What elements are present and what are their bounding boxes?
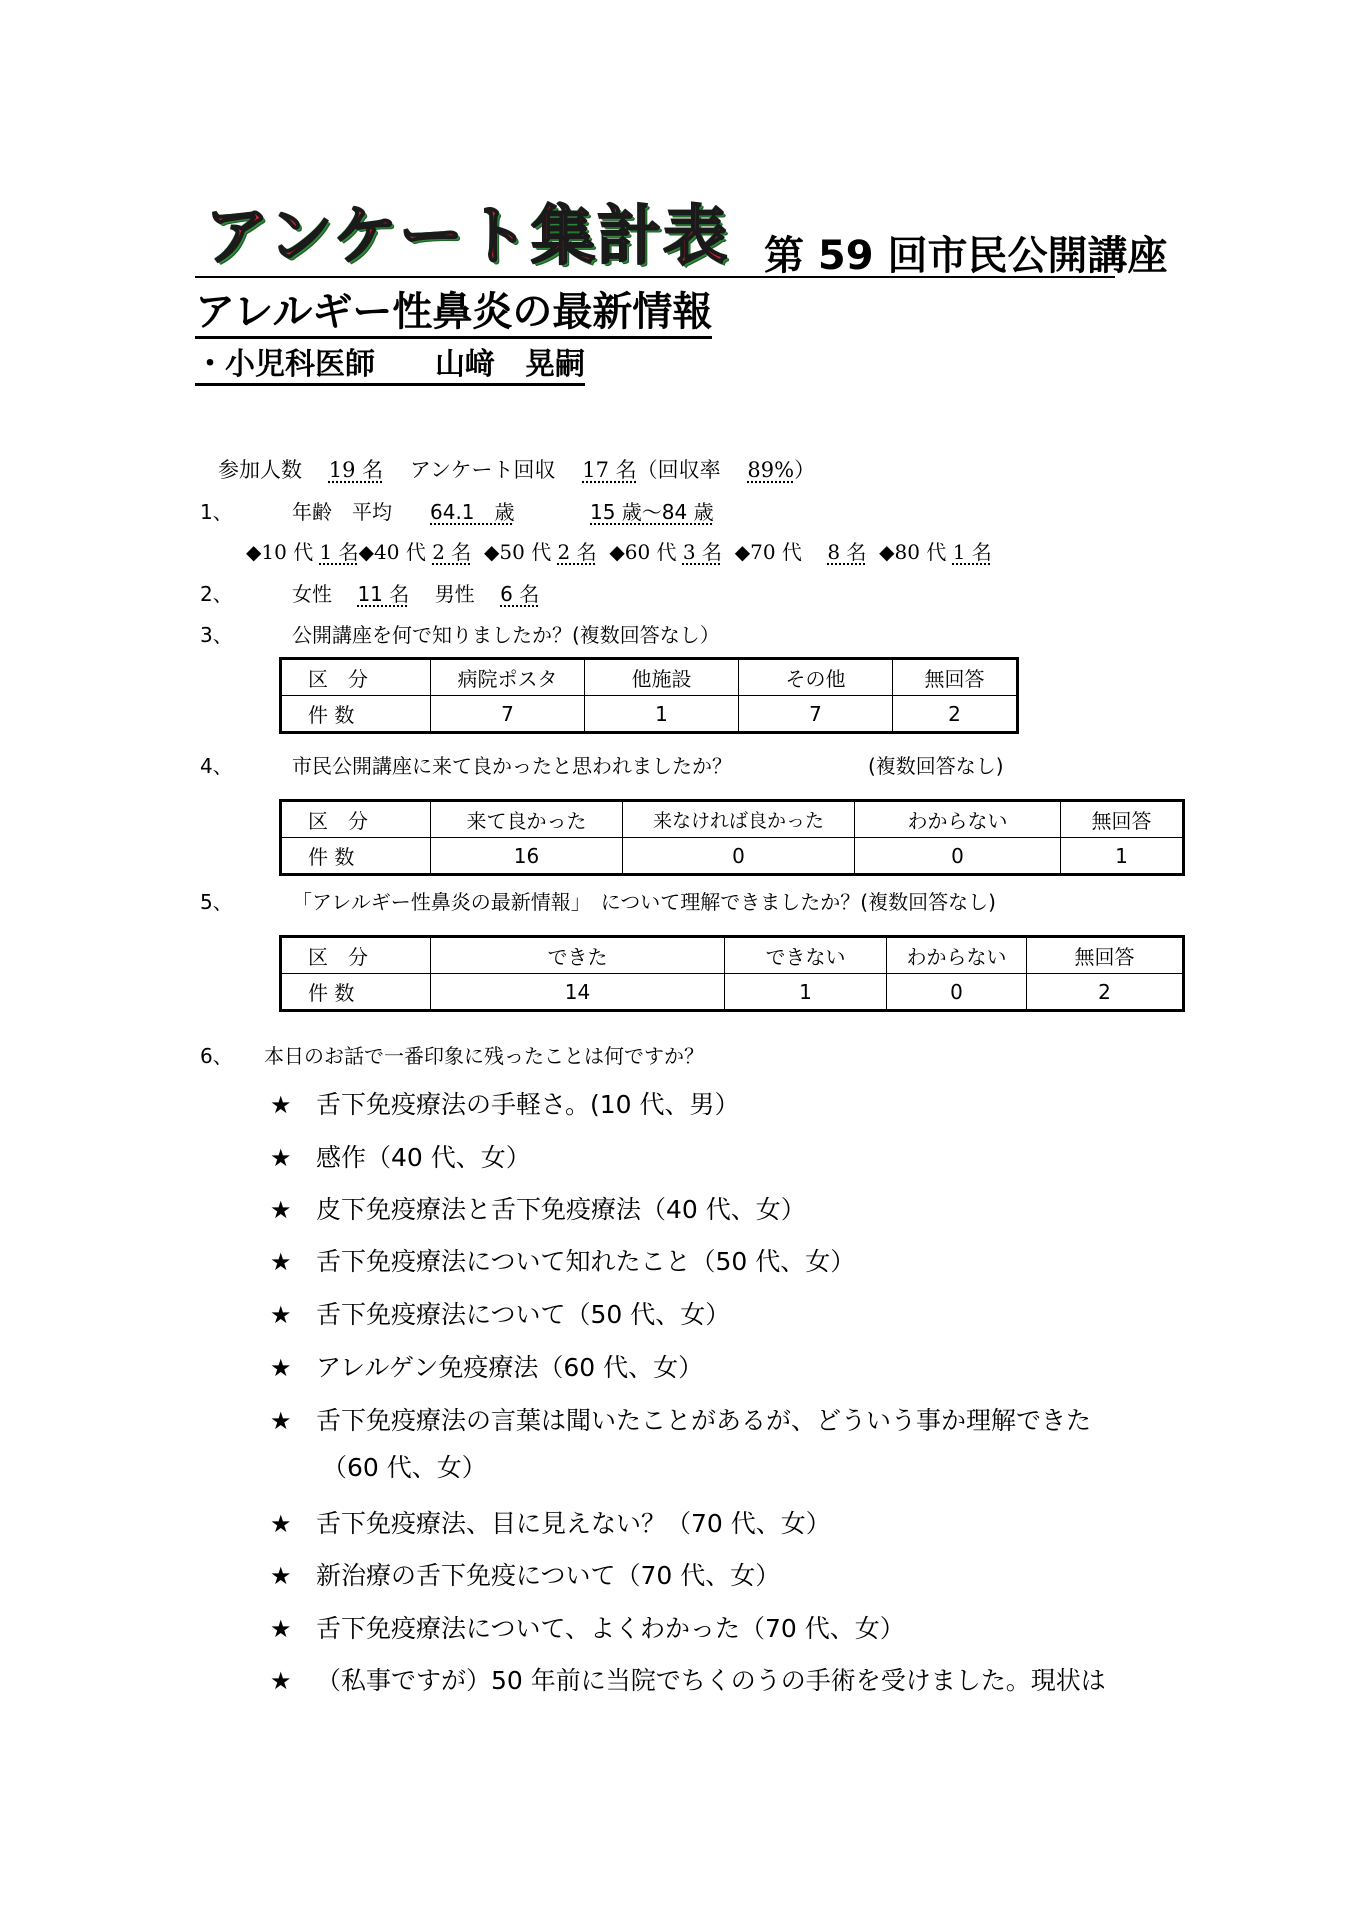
q5-question: 「アレルギー性鼻炎の最新情報」 について理解できましたか？(複数回答なし) bbox=[292, 890, 996, 914]
age-group-label: ◆80 代 bbox=[879, 540, 947, 564]
q5-number: 5、 bbox=[200, 890, 233, 914]
comment-item-continuation: （60 代、女） bbox=[322, 1453, 487, 1482]
age-group-value: 1 名 bbox=[952, 540, 992, 564]
column-header: 来て良かった bbox=[431, 801, 623, 838]
star-icon: ★ bbox=[270, 1667, 292, 1695]
table-row bbox=[281, 974, 1184, 1011]
q3-table bbox=[279, 657, 1019, 734]
comment-item: 皮下免疫療法と舌下免疫療法（40 代、女） bbox=[316, 1195, 806, 1224]
survey-title: アンケート集計表 bbox=[205, 200, 730, 274]
count-header: 件 数 bbox=[281, 974, 431, 1011]
table-row bbox=[281, 659, 1018, 696]
age-group-value: 8 名 bbox=[827, 540, 867, 564]
column-header: その他 bbox=[739, 659, 893, 696]
attendance-line bbox=[218, 460, 815, 481]
column-header: できた bbox=[431, 937, 725, 974]
column-header: 無回答 bbox=[1061, 801, 1184, 838]
title-underline bbox=[195, 276, 1115, 278]
count-cell: 7 bbox=[739, 696, 893, 733]
comment-item: （私事ですが）50 年前に当院でちくのうの手術を受けました。現状は bbox=[316, 1666, 1106, 1695]
count-header: 件 数 bbox=[281, 838, 431, 875]
age-group-label: ◆10 代 bbox=[246, 540, 314, 564]
female-label: 女性 bbox=[292, 582, 332, 606]
age-group-label: ◆70 代 bbox=[734, 540, 802, 564]
star-icon: ★ bbox=[270, 1301, 292, 1329]
comment-item: アレルゲン免疫療法（60 代、女） bbox=[316, 1353, 704, 1382]
star-icon: ★ bbox=[270, 1354, 292, 1382]
age-groups-line bbox=[246, 542, 992, 562]
age-group-value: 2 名 bbox=[432, 540, 472, 564]
age-group-value: 1 名 bbox=[319, 540, 359, 564]
responses-value: 17 名 bbox=[582, 458, 637, 482]
table-row bbox=[281, 838, 1184, 875]
age-group-value: 2 名 bbox=[557, 540, 597, 564]
column-header: 無回答 bbox=[1027, 937, 1184, 974]
star-icon: ★ bbox=[270, 1248, 292, 1276]
q1-average: 64.1 歳 bbox=[430, 500, 515, 524]
male-label: 男性 bbox=[434, 582, 475, 606]
comment-item: 感作（40 代、女） bbox=[316, 1143, 531, 1172]
q1-number: 1、 bbox=[200, 500, 233, 524]
star-icon: ★ bbox=[270, 1407, 292, 1435]
q3-question: 公開講座を何で知りましたか？(複数回答なし） bbox=[292, 623, 720, 647]
speaker-line: ・小児科医師 山﨑 晃嗣 bbox=[195, 348, 585, 386]
participants-value: 19 名 bbox=[328, 458, 384, 482]
female-value: 11 名 bbox=[357, 582, 410, 606]
rate-value: 89% bbox=[747, 458, 795, 482]
column-header: できない bbox=[725, 937, 887, 974]
column-header: わからない bbox=[887, 937, 1027, 974]
event-title: 第 59 回市民公開講座 bbox=[764, 233, 1168, 279]
row-header: 区 分 bbox=[281, 937, 431, 974]
comment-item: 新治療の舌下免疫について（70 代、女） bbox=[316, 1561, 781, 1590]
age-group-value: 3 名 bbox=[682, 540, 722, 564]
q1-range: 15 歳～84 歳 bbox=[590, 500, 714, 524]
count-header: 件 数 bbox=[281, 696, 431, 733]
participants-label: 参加人数 bbox=[218, 458, 302, 482]
q6-number: 6、 bbox=[200, 1044, 233, 1068]
q4-question: 市民公開講座に来て良かったと思われましたか？ bbox=[292, 754, 732, 778]
count-cell: 1 bbox=[1061, 838, 1184, 875]
q1-label: 年齢 平均 bbox=[292, 500, 392, 524]
comment-item: 舌下免疫療法の手軽さ。(10 代、男） bbox=[316, 1090, 740, 1119]
star-icon: ★ bbox=[270, 1091, 292, 1119]
q2-gender-line bbox=[292, 584, 539, 604]
q4-note: (複数回答なし) bbox=[868, 754, 1004, 778]
comment-item: 舌下免疫療法、目に見えない？（70 代、女） bbox=[316, 1509, 831, 1538]
q5-table bbox=[279, 935, 1185, 1012]
column-header: 無回答 bbox=[893, 659, 1018, 696]
comment-item: 舌下免疫療法について（50 代、女） bbox=[316, 1300, 731, 1329]
star-icon: ★ bbox=[270, 1510, 292, 1538]
row-header: 区 分 bbox=[281, 659, 431, 696]
star-icon: ★ bbox=[270, 1196, 292, 1224]
q2-number: 2、 bbox=[200, 582, 233, 606]
comment-item: 舌下免疫療法について、よくわかった（70 代、女） bbox=[316, 1614, 905, 1643]
star-icon: ★ bbox=[270, 1144, 292, 1172]
age-group-label: ◆60 代 bbox=[609, 540, 677, 564]
count-cell: 1 bbox=[725, 974, 887, 1011]
rate-label: （回収率 bbox=[636, 458, 721, 482]
comment-item: 舌下免疫療法の言葉は聞いたことがあるが、どういう事か理解できた bbox=[316, 1406, 1092, 1435]
count-cell: 2 bbox=[1027, 974, 1184, 1011]
age-group-label: ◆50 代 bbox=[484, 540, 552, 564]
table-row bbox=[281, 937, 1184, 974]
column-header: 来なければ良かった bbox=[623, 801, 855, 838]
count-cell: 1 bbox=[585, 696, 739, 733]
star-icon: ★ bbox=[270, 1615, 292, 1643]
q6-question: 本日のお話で一番印象に残ったことは何ですか？ bbox=[264, 1044, 704, 1068]
column-header: 病院ポスタ bbox=[431, 659, 585, 696]
table-row bbox=[281, 801, 1184, 838]
q4-number: 4、 bbox=[200, 754, 233, 778]
count-cell: 0 bbox=[623, 838, 855, 875]
q3-number: 3、 bbox=[200, 623, 233, 647]
count-cell: 0 bbox=[887, 974, 1027, 1011]
column-header: わからない bbox=[855, 801, 1061, 838]
responses-label: アンケート回収 bbox=[409, 458, 556, 482]
count-cell: 16 bbox=[431, 838, 623, 875]
star-icon: ★ bbox=[270, 1562, 292, 1590]
male-value: 6 名 bbox=[500, 582, 540, 606]
count-cell: 0 bbox=[855, 838, 1061, 875]
count-cell: 2 bbox=[893, 696, 1018, 733]
age-group-label: ◆40 代 bbox=[358, 540, 426, 564]
table-row bbox=[281, 696, 1018, 733]
lecture-subtitle: アレルギー性鼻炎の最新情報 bbox=[195, 290, 712, 339]
rate-close: ） bbox=[794, 458, 816, 482]
count-cell: 7 bbox=[431, 696, 585, 733]
column-header: 他施設 bbox=[585, 659, 739, 696]
q4-table bbox=[279, 799, 1185, 876]
row-header: 区 分 bbox=[281, 801, 431, 838]
count-cell: 14 bbox=[431, 974, 725, 1011]
comment-item: 舌下免疫療法について知れたこと（50 代、女） bbox=[316, 1247, 856, 1276]
